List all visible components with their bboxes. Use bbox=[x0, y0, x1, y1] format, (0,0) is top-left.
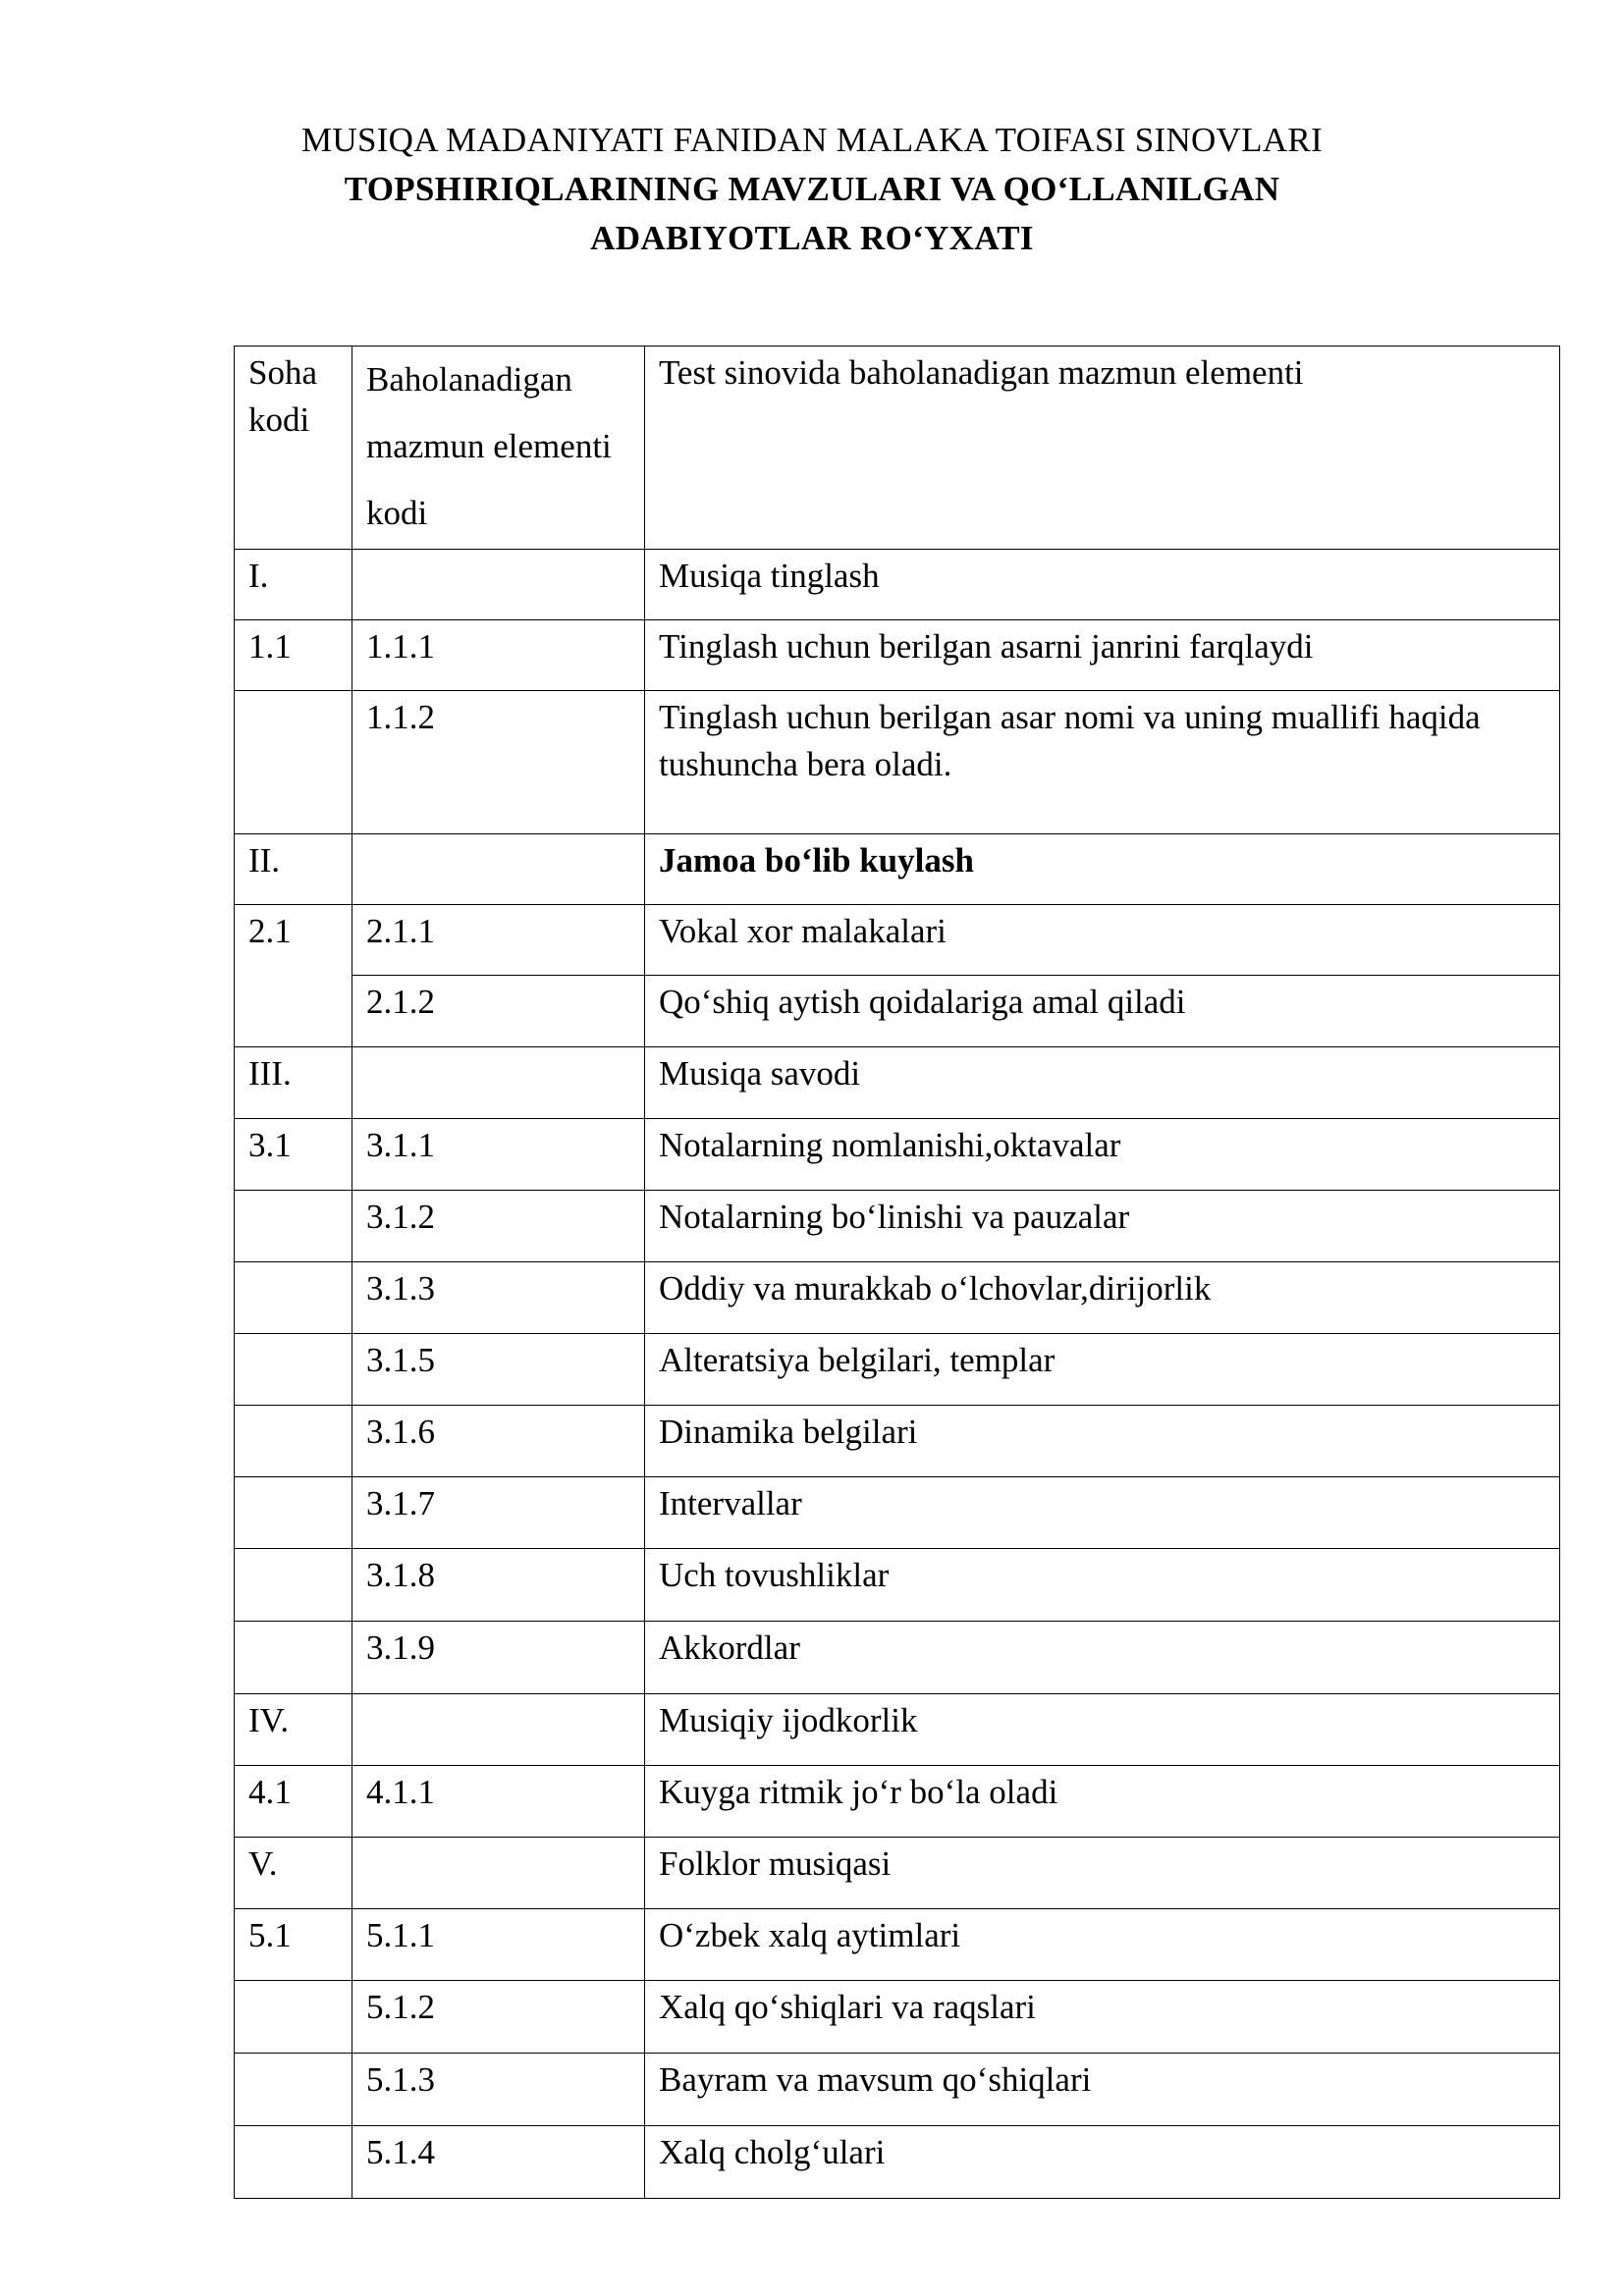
cell-element: Bayram va mavsum qo‘shiqlari bbox=[645, 2054, 1560, 2126]
cell-kod: 3.1.6 bbox=[352, 1406, 645, 1477]
cell-element: O‘zbek xalq aytimlari bbox=[645, 1909, 1560, 1981]
cell-kod: 2.1.2 bbox=[352, 976, 645, 1047]
table-row bbox=[235, 1334, 1560, 1406]
cell-soha bbox=[235, 1477, 352, 1549]
cell-element: Kuyga ritmik jo‘r bo‘la oladi bbox=[645, 1766, 1560, 1838]
cell-kod: 3.1.2 bbox=[352, 1191, 645, 1262]
title-line-3: ADABIYOTLAR RO‘YXATI bbox=[590, 219, 1034, 257]
cell-element: Musiqa tinglash bbox=[645, 550, 1560, 620]
table-row bbox=[235, 1622, 1560, 1694]
table-row bbox=[235, 1191, 1560, 1262]
cell-kod: 1.1.2 bbox=[352, 691, 645, 834]
table-row bbox=[235, 620, 1560, 691]
table-row bbox=[235, 2126, 1560, 2199]
cell-element: Akkordlar bbox=[645, 1622, 1560, 1694]
table-row bbox=[235, 550, 1560, 620]
cell-soha bbox=[235, 1334, 352, 1406]
cell-soha bbox=[235, 1981, 352, 2054]
cell-element: Oddiy va murakkab o‘lchovlar,dirijorlik bbox=[645, 1262, 1560, 1334]
cell-kod: 2.1.1 bbox=[352, 905, 645, 976]
title-line-1: MUSIQA MADANIYATI FANIDAN MALAKA TOIFASI SINOVLARI bbox=[300, 121, 1324, 159]
cell-element: Dinamika belgilari bbox=[645, 1406, 1560, 1477]
cell-soha bbox=[235, 1262, 352, 1334]
cell-soha: 2.1 bbox=[235, 905, 352, 1047]
cell-soha bbox=[235, 2126, 352, 2199]
table-row bbox=[235, 1766, 1560, 1838]
cell-element: Notalarning bo‘linishi va pauzalar bbox=[645, 1191, 1560, 1262]
cell-soha: 4.1 bbox=[235, 1766, 352, 1838]
cell-element: Xalq cholg‘ulari bbox=[645, 2126, 1560, 2199]
table-row bbox=[235, 1047, 1560, 1119]
cell-element: Notalarning nomlanishi,oktavalar bbox=[645, 1119, 1560, 1191]
cell-kod: 4.1.1 bbox=[352, 1766, 645, 1838]
cell-kod: 5.1.1 bbox=[352, 1909, 645, 1981]
cell-element: Tinglash uchun berilgan asarni janrini farqlaydi bbox=[645, 620, 1560, 691]
table-row bbox=[235, 1909, 1560, 1981]
cell-element: Intervallar bbox=[645, 1477, 1560, 1549]
cell-soha bbox=[235, 691, 352, 834]
cell-kod bbox=[352, 834, 645, 905]
content-elements-table bbox=[234, 346, 1560, 2199]
cell-soha bbox=[235, 2054, 352, 2126]
header-soha-kodi: Soha kodi bbox=[235, 347, 352, 550]
table-row bbox=[235, 834, 1560, 905]
table-row bbox=[235, 2054, 1560, 2126]
cell-element: Musiqa savodi bbox=[645, 1047, 1560, 1119]
cell-kod: 3.1.3 bbox=[352, 1262, 645, 1334]
cell-kod: 5.1.2 bbox=[352, 1981, 645, 2054]
table-row bbox=[235, 1262, 1560, 1334]
cell-kod: 1.1.1 bbox=[352, 620, 645, 691]
cell-soha: 5.1 bbox=[235, 1909, 352, 1981]
cell-soha: I. bbox=[235, 550, 352, 620]
cell-soha: V. bbox=[235, 1838, 352, 1909]
cell-element: Qo‘shiq aytish qoidalariga amal qiladi bbox=[645, 976, 1560, 1047]
table-header-row bbox=[235, 347, 1560, 550]
table-row bbox=[235, 1549, 1560, 1622]
cell-element: Jamoa bo‘lib kuylash bbox=[645, 834, 1560, 905]
cell-soha: 3.1 bbox=[235, 1119, 352, 1191]
table-row bbox=[235, 1838, 1560, 1909]
cell-soha bbox=[235, 1622, 352, 1694]
header-element-description: Test sinovida baholanadigan mazmun elementi bbox=[645, 347, 1560, 550]
cell-element: Uch tovushliklar bbox=[645, 1549, 1560, 1622]
cell-soha bbox=[235, 1549, 352, 1622]
cell-element: Alteratsiya belgilari, templar bbox=[645, 1334, 1560, 1406]
table-row bbox=[235, 1477, 1560, 1549]
header-element-code: Baholanadigan mazmun elementi kodi bbox=[352, 347, 645, 550]
cell-soha: II. bbox=[235, 834, 352, 905]
cell-soha bbox=[235, 1406, 352, 1477]
table-row bbox=[235, 976, 1560, 1047]
cell-kod: 5.1.4 bbox=[352, 2126, 645, 2199]
cell-element: Vokal xor malakalari bbox=[645, 905, 1560, 976]
cell-kod bbox=[352, 550, 645, 620]
title-line-2: TOPSHIRIQLARINING MAVZULARI VA QO‘LLANILGAN bbox=[344, 170, 1280, 208]
cell-element: Tinglash uchun berilgan asar nomi va uning muallifi haqida tushuncha bera oladi. bbox=[645, 691, 1560, 834]
table-row bbox=[235, 1694, 1560, 1766]
cell-kod: 3.1.7 bbox=[352, 1477, 645, 1549]
table-row bbox=[235, 691, 1560, 834]
cell-kod: 3.1.5 bbox=[352, 1334, 645, 1406]
cell-element: Musiqiy ijodkorlik bbox=[645, 1694, 1560, 1766]
table-row bbox=[235, 1119, 1560, 1191]
table-row bbox=[235, 1981, 1560, 2054]
cell-soha: IV. bbox=[235, 1694, 352, 1766]
cell-kod: 3.1.1 bbox=[352, 1119, 645, 1191]
cell-kod: 3.1.8 bbox=[352, 1549, 645, 1622]
cell-kod bbox=[352, 1838, 645, 1909]
cell-kod: 3.1.9 bbox=[352, 1622, 645, 1694]
document-title bbox=[0, 116, 1624, 263]
cell-kod bbox=[352, 1047, 645, 1119]
table-row bbox=[235, 905, 1560, 976]
table-row bbox=[235, 1406, 1560, 1477]
cell-soha: III. bbox=[235, 1047, 352, 1119]
cell-soha: 1.1 bbox=[235, 620, 352, 691]
cell-element: Xalq qo‘shiqlari va raqslari bbox=[645, 1981, 1560, 2054]
cell-element: Folklor musiqasi bbox=[645, 1838, 1560, 1909]
cell-kod: 5.1.3 bbox=[352, 2054, 645, 2126]
cell-soha bbox=[235, 1191, 352, 1262]
cell-kod bbox=[352, 1694, 645, 1766]
